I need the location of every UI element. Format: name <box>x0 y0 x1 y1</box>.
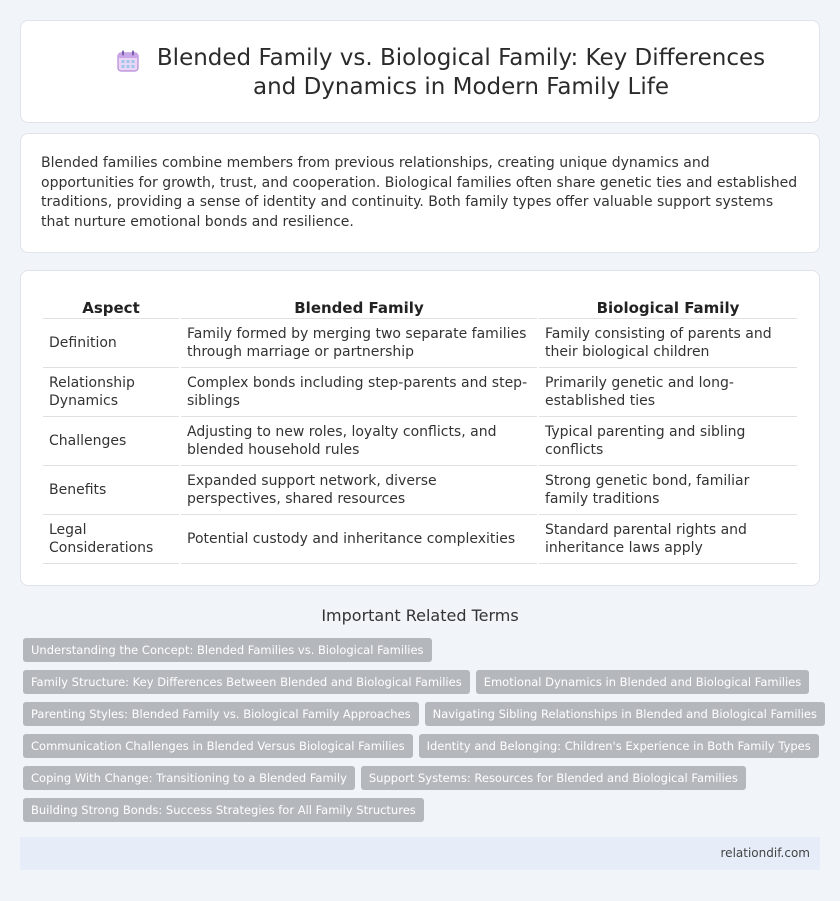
table-row <box>43 466 797 515</box>
related-term-tag[interactable]: Understanding the Concept: Blended Families vs. Biological Families <box>23 638 432 662</box>
related-term-tag[interactable]: Building Strong Bonds: Success Strategies for All Family Structures <box>23 798 424 822</box>
table-row <box>43 515 797 564</box>
intro-text: Blended families combine members from previous relationships, creating unique dynamics and opportunities for growth, trust, and cooperation. Biological families often share genetic ties and established traditions, providing a sense of identity and continuity. Both family types offer valuable support systems that nurture emotional bonds and resilience. <box>41 155 798 230</box>
footer-site-link[interactable]: relationdif.com <box>720 846 810 860</box>
table-row <box>43 368 797 417</box>
related-term-tag[interactable]: Support Systems: Resources for Blended and Biological Families <box>361 766 746 790</box>
related-term-tag[interactable]: Parenting Styles: Blended Family vs. Biological Family Approaches <box>23 702 419 726</box>
related-term-tag[interactable]: Navigating Sibling Relationships in Blended and Biological Families <box>425 702 825 726</box>
table-cell: Definition <box>43 319 179 368</box>
related-term-tag[interactable]: Family Structure: Key Differences Between Blended and Biological Families <box>23 670 470 694</box>
table-row <box>43 417 797 466</box>
comparison-table-card <box>20 270 820 586</box>
table-cell: Expanded support network, diverse perspectives, shared resources <box>181 466 537 515</box>
table-cell: Challenges <box>43 417 179 466</box>
column-header-biological: Biological Family <box>539 295 797 319</box>
table-cell: Adjusting to new roles, loyalty conflicts, and blended household rules <box>181 417 537 466</box>
page-title: Blended Family vs. Biological Family: Key Differences and Dynamics in Modern Family Life <box>156 45 766 100</box>
related-term-tag[interactable]: Coping With Change: Transitioning to a Blended Family <box>23 766 355 790</box>
column-header-aspect: Aspect <box>43 295 179 319</box>
table-cell: Typical parenting and sibling conflicts <box>539 417 797 466</box>
related-term-tag[interactable]: Emotional Dynamics in Blended and Biological Families <box>476 670 810 694</box>
related-term-tag[interactable]: Identity and Belonging: Children's Experience in Both Family Types <box>419 734 819 758</box>
column-header-blended: Blended Family <box>181 295 537 319</box>
table-cell: Potential custody and inheritance complexities <box>181 515 537 564</box>
table-cell: Strong genetic bond, familiar family traditions <box>539 466 797 515</box>
related-terms-list <box>23 638 817 830</box>
intro-card <box>20 133 820 253</box>
comparison-table <box>41 295 799 564</box>
related-term-tag[interactable]: Communication Challenges in Blended Versus Biological Families <box>23 734 413 758</box>
table-cell: Family formed by merging two separate families through marriage or partnership <box>181 319 537 368</box>
table-cell: Primarily genetic and long-established ties <box>539 368 797 417</box>
table-cell: Family consisting of parents and their biological children <box>539 319 797 368</box>
table-cell: Legal Considerations <box>43 515 179 564</box>
footer <box>20 837 820 870</box>
table-row <box>43 319 797 368</box>
table-header-row <box>43 295 797 319</box>
table-cell: Complex bonds including step-parents and step-siblings <box>181 368 537 417</box>
calendar-icon <box>115 48 141 74</box>
table-cell: Benefits <box>43 466 179 515</box>
table-cell: Relationship Dynamics <box>43 368 179 417</box>
table-cell: Standard parental rights and inheritance laws apply <box>539 515 797 564</box>
title-card <box>20 20 820 123</box>
related-terms-title: Important Related Terms <box>321 606 519 625</box>
